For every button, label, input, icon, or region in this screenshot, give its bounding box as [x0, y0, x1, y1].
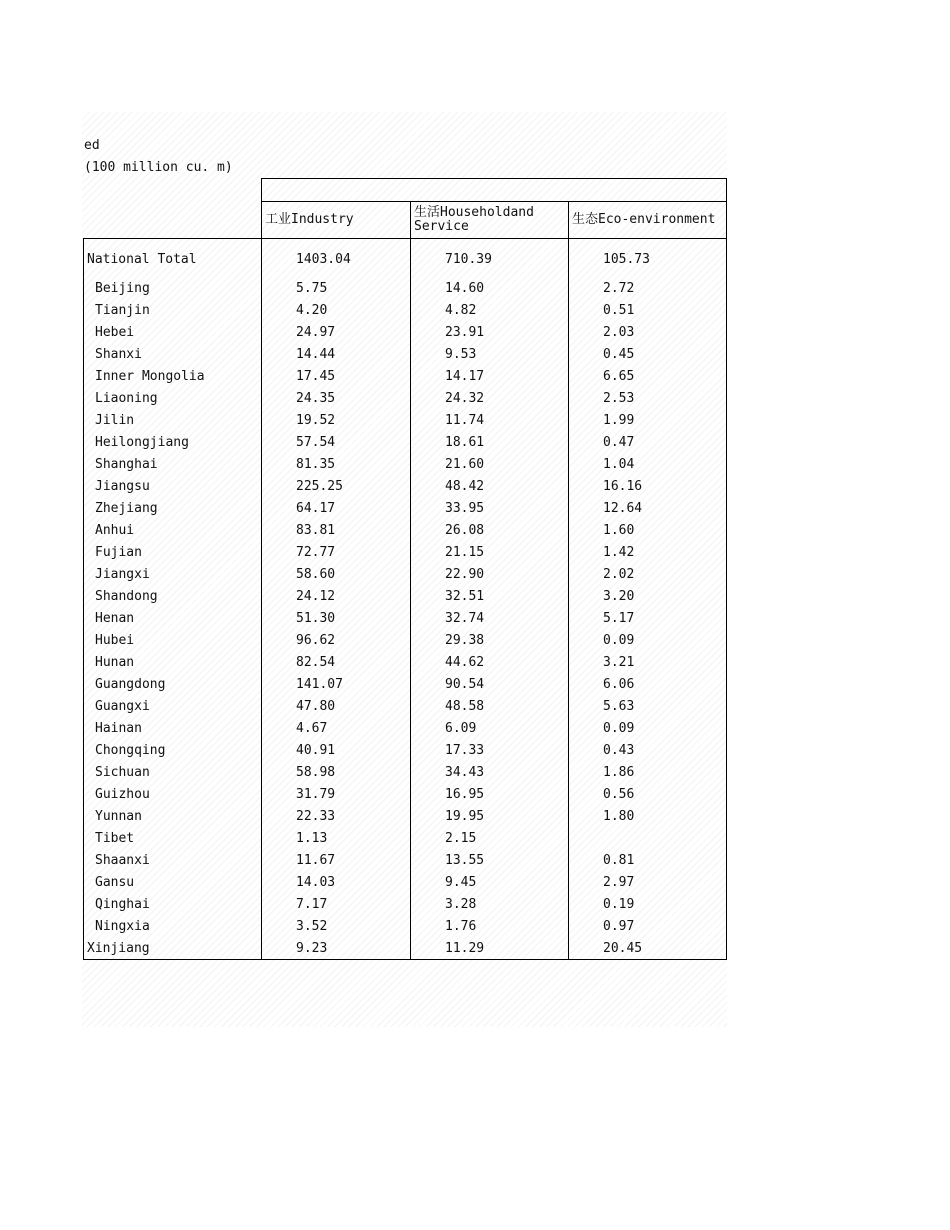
cell-region: Anhui: [84, 519, 262, 541]
cell-industry: 17.45: [262, 365, 411, 387]
cell-industry: 24.12: [262, 585, 411, 607]
cell-industry: 225.25: [262, 475, 411, 497]
cell-region: Hebei: [84, 321, 262, 343]
table-row: [84, 497, 727, 519]
cell-eco: 6.65: [569, 365, 727, 387]
cell-region: National Total: [84, 239, 262, 278]
cell-eco: 0.43: [569, 739, 727, 761]
cell-region: Jiangsu: [84, 475, 262, 497]
cell-industry: 82.54: [262, 651, 411, 673]
cell-region: Sichuan: [84, 761, 262, 783]
cell-eco: 20.45: [569, 937, 727, 960]
cell-industry: 1403.04: [262, 239, 411, 278]
cell-eco: 0.97: [569, 915, 727, 937]
cell-region: Shaanxi: [84, 849, 262, 871]
table-row: [84, 343, 727, 365]
cell-household: 32.51: [411, 585, 569, 607]
cell-household: 14.60: [411, 277, 569, 299]
table-row: [84, 453, 727, 475]
header-row-top: [84, 179, 727, 202]
cell-industry: 58.98: [262, 761, 411, 783]
cell-eco: 3.20: [569, 585, 727, 607]
cell-eco: 0.19: [569, 893, 727, 915]
table-row: [84, 893, 727, 915]
cell-industry: 5.75: [262, 277, 411, 299]
cell-region: Guangdong: [84, 673, 262, 695]
table-row: [84, 431, 727, 453]
cell-household: 48.42: [411, 475, 569, 497]
cell-region: Hainan: [84, 717, 262, 739]
cell-eco: 105.73: [569, 239, 727, 278]
cell-industry: 24.35: [262, 387, 411, 409]
cell-region: Liaoning: [84, 387, 262, 409]
cell-eco: 1.04: [569, 453, 727, 475]
cell-household: 26.08: [411, 519, 569, 541]
header-row: [84, 202, 727, 239]
table-row: [84, 519, 727, 541]
cell-industry: 81.35: [262, 453, 411, 475]
cell-industry: 4.67: [262, 717, 411, 739]
water-use-table: [83, 178, 727, 960]
cell-region: Jiangxi: [84, 563, 262, 585]
cell-household: 14.17: [411, 365, 569, 387]
cell-eco: 2.02: [569, 563, 727, 585]
table-row: [84, 827, 727, 849]
cell-region: Yunnan: [84, 805, 262, 827]
cell-region: Henan: [84, 607, 262, 629]
cell-industry: 96.62: [262, 629, 411, 651]
title-fragment: ed: [84, 138, 100, 153]
cell-industry: 14.03: [262, 871, 411, 893]
cell-household: 9.45: [411, 871, 569, 893]
table-row: [84, 651, 727, 673]
table-row: [84, 365, 727, 387]
cell-eco: 2.97: [569, 871, 727, 893]
cell-eco: 0.56: [569, 783, 727, 805]
cell-eco: 0.45: [569, 343, 727, 365]
cell-industry: 14.44: [262, 343, 411, 365]
cell-region: Chongqing: [84, 739, 262, 761]
header-region-cell: [84, 202, 262, 239]
cell-household: 34.43: [411, 761, 569, 783]
cell-eco: 6.06: [569, 673, 727, 695]
cell-household: 33.95: [411, 497, 569, 519]
cell-industry: 40.91: [262, 739, 411, 761]
cell-household: 16.95: [411, 783, 569, 805]
cell-eco: 0.09: [569, 717, 727, 739]
cell-industry: 47.80: [262, 695, 411, 717]
cell-region: Hunan: [84, 651, 262, 673]
cell-household: 6.09: [411, 717, 569, 739]
cell-industry: 22.33: [262, 805, 411, 827]
cell-region: Inner Mongolia: [84, 365, 262, 387]
table-row: [84, 585, 727, 607]
cell-eco: 2.72: [569, 277, 727, 299]
table-row: [84, 239, 727, 278]
cell-region: Tibet: [84, 827, 262, 849]
cell-eco: 5.17: [569, 607, 727, 629]
cell-eco: 1.99: [569, 409, 727, 431]
cell-household: 21.60: [411, 453, 569, 475]
cell-eco: 2.53: [569, 387, 727, 409]
cell-region: Shanghai: [84, 453, 262, 475]
cell-region: Gansu: [84, 871, 262, 893]
cell-industry: 3.52: [262, 915, 411, 937]
cell-region: Jilin: [84, 409, 262, 431]
cell-industry: 141.07: [262, 673, 411, 695]
cell-industry: 7.17: [262, 893, 411, 915]
cell-household: 11.29: [411, 937, 569, 960]
cell-region: Guizhou: [84, 783, 262, 805]
cell-household: 32.74: [411, 607, 569, 629]
header-household: 生活Householdand Service: [411, 202, 569, 239]
cell-household: 23.91: [411, 321, 569, 343]
cell-region: Xinjiang: [84, 937, 262, 960]
header-cell-blank: [84, 179, 262, 202]
table-row: [84, 937, 727, 960]
table-row: [84, 673, 727, 695]
cell-household: 29.38: [411, 629, 569, 651]
cell-eco: 5.63: [569, 695, 727, 717]
cell-household: 13.55: [411, 849, 569, 871]
cell-eco: 0.81: [569, 849, 727, 871]
table-row: [84, 849, 727, 871]
table-row: [84, 629, 727, 651]
cell-household: 24.32: [411, 387, 569, 409]
cell-eco: 1.80: [569, 805, 727, 827]
table-body: [84, 239, 727, 960]
cell-industry: 72.77: [262, 541, 411, 563]
table-row: [84, 915, 727, 937]
cell-region: Tianjin: [84, 299, 262, 321]
cell-eco: 0.47: [569, 431, 727, 453]
cell-industry: 1.13: [262, 827, 411, 849]
table-row: [84, 563, 727, 585]
cell-industry: 83.81: [262, 519, 411, 541]
cell-eco: 1.86: [569, 761, 727, 783]
table-row: [84, 387, 727, 409]
table-row: [84, 695, 727, 717]
cell-region: Zhejiang: [84, 497, 262, 519]
table-row: [84, 321, 727, 343]
cell-region: Shanxi: [84, 343, 262, 365]
cell-industry: 58.60: [262, 563, 411, 585]
table-row: [84, 871, 727, 893]
cell-eco: [569, 827, 727, 849]
cell-household: 44.62: [411, 651, 569, 673]
cell-region: Qinghai: [84, 893, 262, 915]
cell-household: 1.76: [411, 915, 569, 937]
cell-household: 2.15: [411, 827, 569, 849]
cell-household: 710.39: [411, 239, 569, 278]
cell-region: Ningxia: [84, 915, 262, 937]
table-row: [84, 541, 727, 563]
cell-eco: 1.60: [569, 519, 727, 541]
table-row: [84, 739, 727, 761]
cell-region: Beijing: [84, 277, 262, 299]
cell-industry: 31.79: [262, 783, 411, 805]
cell-eco: 12.64: [569, 497, 727, 519]
cell-household: 9.53: [411, 343, 569, 365]
cell-household: 11.74: [411, 409, 569, 431]
table-row: [84, 277, 727, 299]
cell-eco: 16.16: [569, 475, 727, 497]
cell-household: 90.54: [411, 673, 569, 695]
cell-industry: 19.52: [262, 409, 411, 431]
cell-household: 48.58: [411, 695, 569, 717]
header-eco: 生态Eco-environment: [569, 202, 727, 239]
cell-industry: 64.17: [262, 497, 411, 519]
cell-region: Guangxi: [84, 695, 262, 717]
cell-industry: 24.97: [262, 321, 411, 343]
unit-label: (100 million cu. m): [84, 160, 233, 175]
cell-household: 17.33: [411, 739, 569, 761]
cell-industry: 4.20: [262, 299, 411, 321]
header-group-cell: [262, 179, 727, 202]
cell-region: Hubei: [84, 629, 262, 651]
table-row: [84, 409, 727, 431]
cell-eco: 1.42: [569, 541, 727, 563]
table-row: [84, 761, 727, 783]
cell-household: 18.61: [411, 431, 569, 453]
cell-household: 4.82: [411, 299, 569, 321]
cell-household: 22.90: [411, 563, 569, 585]
table-row: [84, 805, 727, 827]
cell-industry: 9.23: [262, 937, 411, 960]
cell-eco: 0.09: [569, 629, 727, 651]
table-row: [84, 783, 727, 805]
cell-region: Heilongjiang: [84, 431, 262, 453]
cell-household: 21.15: [411, 541, 569, 563]
cell-eco: 3.21: [569, 651, 727, 673]
cell-industry: 51.30: [262, 607, 411, 629]
cell-eco: 0.51: [569, 299, 727, 321]
table-row: [84, 299, 727, 321]
table-row: [84, 607, 727, 629]
cell-industry: 11.67: [262, 849, 411, 871]
cell-household: 3.28: [411, 893, 569, 915]
header-industry: 工业Industry: [262, 202, 411, 239]
table-row: [84, 717, 727, 739]
cell-household: 19.95: [411, 805, 569, 827]
cell-region: Shandong: [84, 585, 262, 607]
cell-industry: 57.54: [262, 431, 411, 453]
table-row: [84, 475, 727, 497]
cell-region: Fujian: [84, 541, 262, 563]
cell-eco: 2.03: [569, 321, 727, 343]
